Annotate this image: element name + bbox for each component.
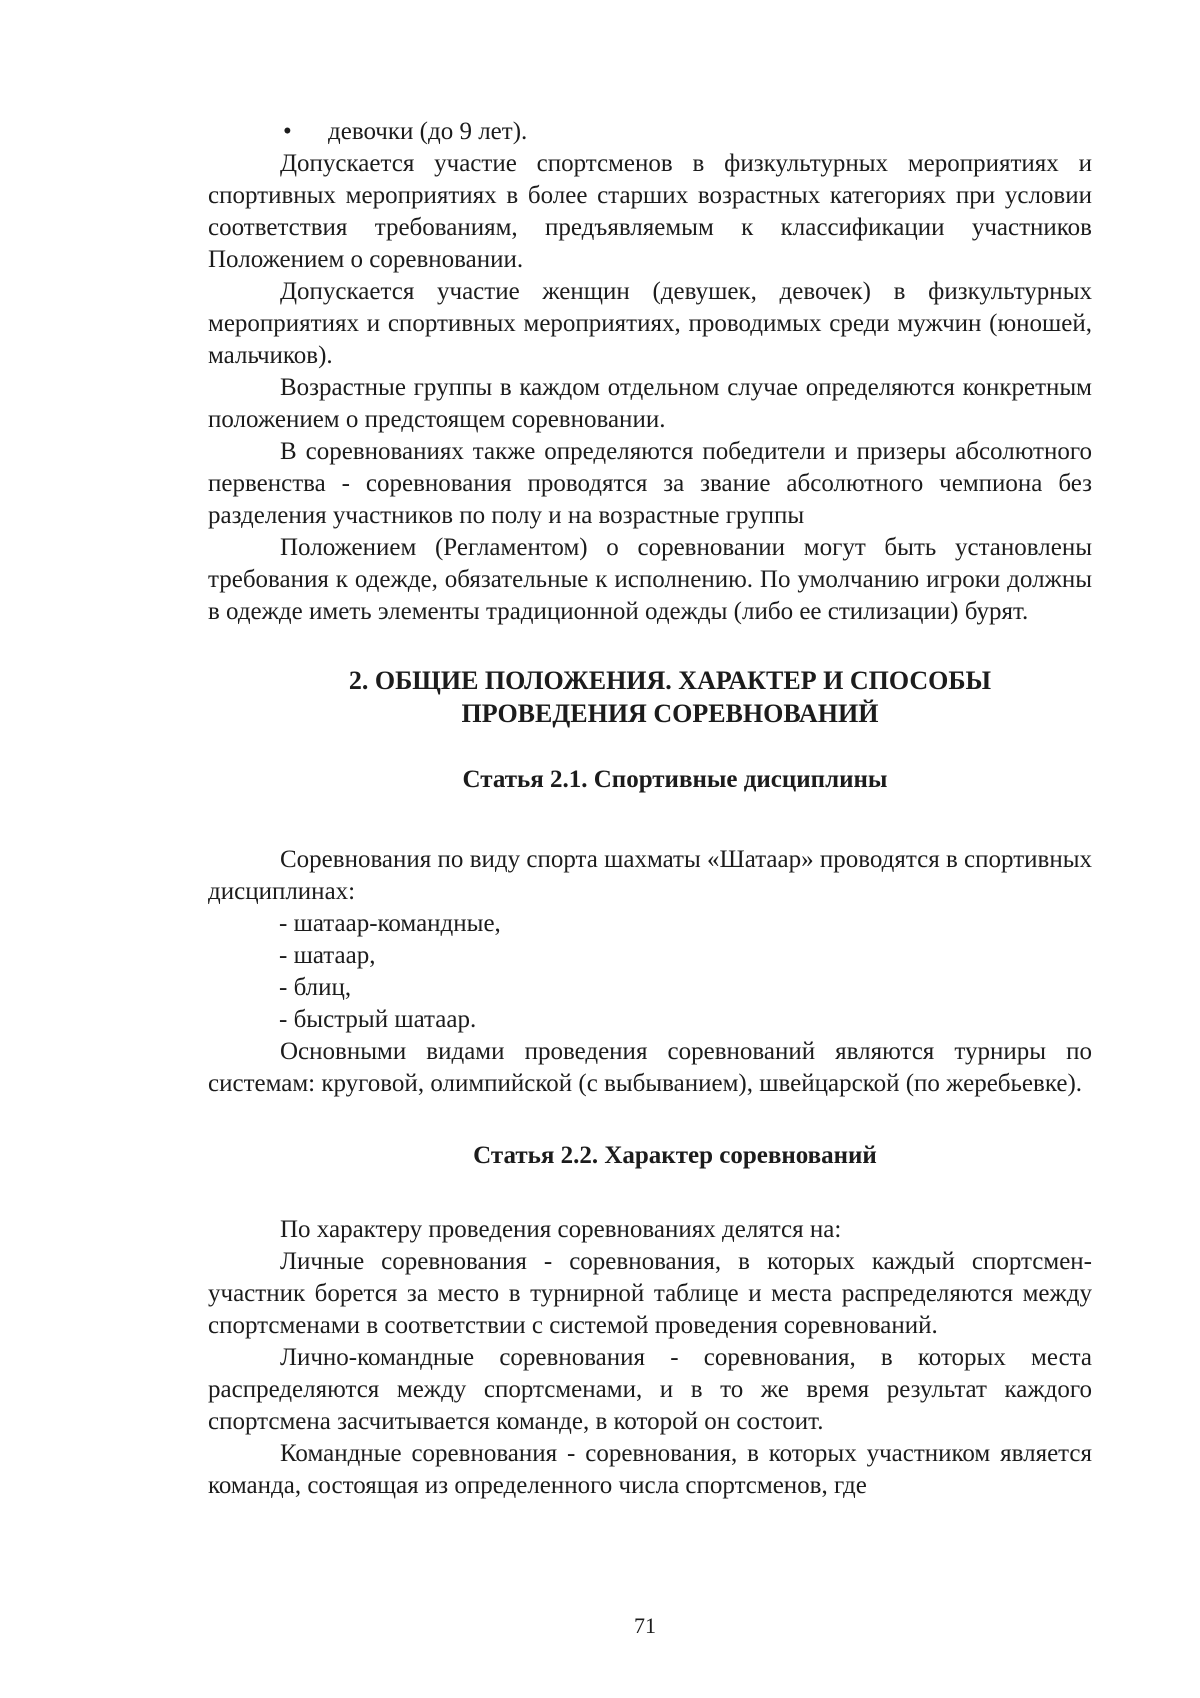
section-heading-line-2: ПРОВЕДЕНИЯ СОРЕВНОВАНИЙ	[461, 699, 879, 728]
section-heading	[208, 664, 1092, 730]
bullet-item	[208, 116, 1092, 148]
page-number: 71	[634, 1613, 656, 1638]
paragraph-disciplines-intro: Соревнования по виду спорта шахматы «Шатаар» проводятся в спортивных дисциплинах:	[208, 846, 1092, 905]
discipline-list-item: - блиц,	[279, 974, 352, 1001]
paragraph-team-competitions: Командные соревнования - соревнования, в которых участником является команда, состоящая из определенного числа спортсменов, где	[208, 1440, 1092, 1499]
discipline-list-item: - шатаар,	[279, 942, 376, 969]
paragraph-absolute-championship: В соревнованиях также определяются победители и призеры абсолютного первенства - соревнования проводятся за звание абсолютного чемпиона без разделения участников по полу и на возрастные группы	[208, 438, 1092, 529]
section-heading-line-1: 2. ОБЩИЕ ПОЛОЖЕНИЯ. ХАРАКТЕР И СПОСОБЫ	[348, 666, 992, 695]
bullet-icon: •	[283, 118, 292, 145]
paragraph-personal-team-competitions: Лично-командные соревнования - соревнования, в которых места распределяются между спортсменами, и в то же время результат каждого спортсмена засчитывается команде, в которой он состоит.	[208, 1344, 1092, 1435]
paragraph-age-groups: Возрастные группы в каждом отдельном случае определяются конкретным положением о предстоящем соревновании.	[208, 374, 1092, 433]
discipline-list-item: - шатаар-командные,	[279, 910, 501, 937]
paragraph-personal-competitions: Личные соревнования - соревнования, в которых каждый спортсмен-участник борется за место в турнирной таблице и места распределяются между спортсменами в соответствии с системой проведения соревнований.	[208, 1248, 1092, 1339]
bullet-item-text: девочки (до 9 лет).	[328, 118, 528, 145]
paragraph-character-intro: По характеру проведения соревнованиях делятся на:	[280, 1216, 842, 1243]
discipline-list-item: - быстрый шатаар.	[279, 1006, 477, 1033]
article-2-2-heading: Статья 2.2. Характер соревнований	[473, 1142, 877, 1169]
article-2-1-heading: Статья 2.1. Спортивные дисциплины	[462, 766, 888, 793]
paragraph-tournament-systems: Основными видами проведения соревнований являются турниры по системам: круговой, олимпийской (с выбыванием), швейцарской (по жеребьевке).	[208, 1038, 1092, 1097]
paragraph-clothing-requirements: Положением (Регламентом) о соревновании могут быть установлены требования к одежде, обязательные к исполнению. По умолчанию игроки должны в одежде иметь элементы традиционной одежды (либо ее стилизации) бурят.	[208, 534, 1092, 625]
paragraph-women-participation: Допускается участие женщин (девушек, девочек) в физкультурных мероприятиях и спортивных мероприятиях, проводимых среди мужчин (юношей, мальчиков).	[208, 278, 1092, 369]
paragraph-age-categories: Допускается участие спортсменов в физкультурных мероприятиях и спортивных мероприятиях в более старших возрастных категориях при условии соответствия требованиям, предъявляемым к классификации участников Положением о соревновании.	[208, 150, 1092, 273]
